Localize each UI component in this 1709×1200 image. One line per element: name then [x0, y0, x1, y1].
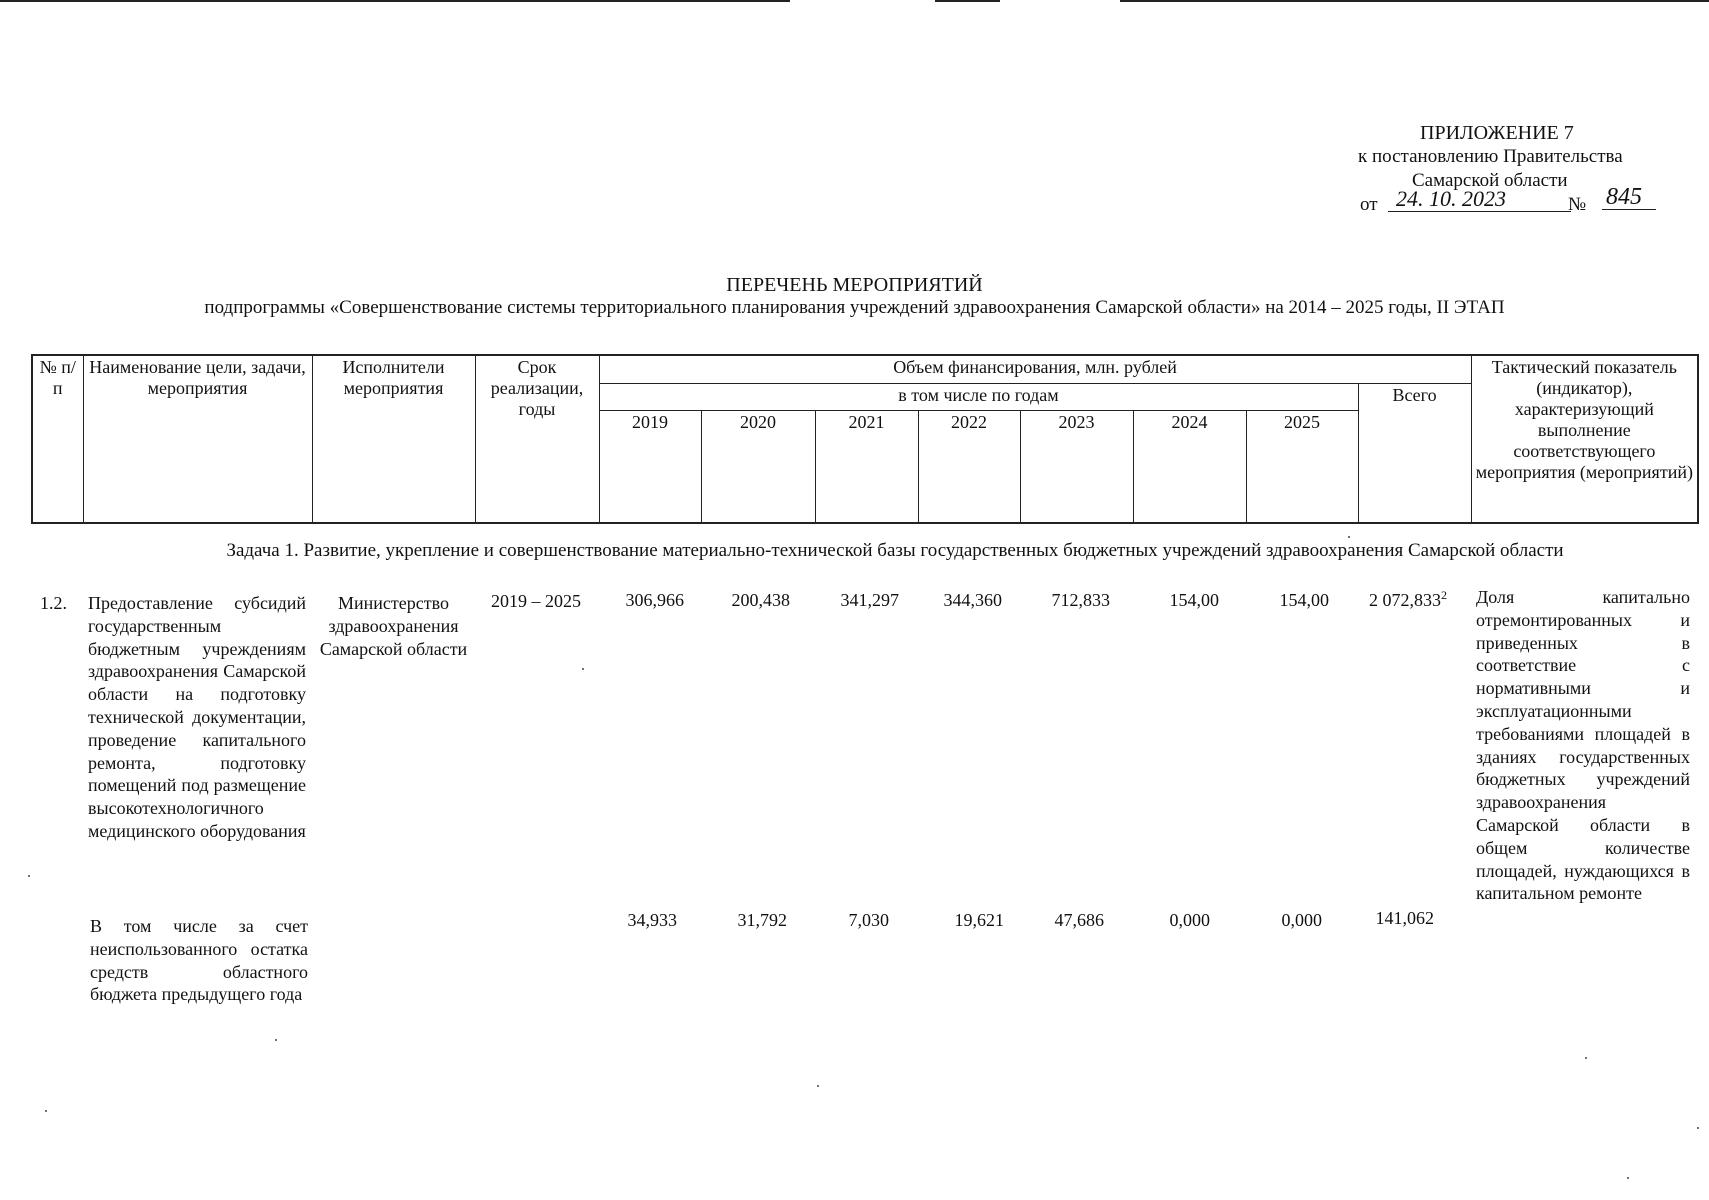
header-year: 2020	[701, 411, 815, 523]
appendix-block	[1340, 121, 1640, 221]
scan-speck	[582, 668, 584, 670]
header-total: Всего	[1358, 383, 1471, 523]
scan-edge-line	[1120, 0, 1709, 2]
subrow-value-2022: 19,621	[954, 910, 1004, 930]
row-value-2021: 341,297	[840, 590, 899, 610]
header-name: Наименование цели, задачи, мероприятия	[83, 355, 312, 523]
document-title: ПЕРЕЧЕНЬ МЕРОПРИЯТИЙ	[726, 274, 983, 296]
appendix-date-line	[1340, 184, 1642, 221]
measures-table-header	[31, 354, 1699, 524]
row-total	[1327, 588, 1447, 611]
scan-speck	[817, 1085, 819, 1087]
header-year: 2023	[1020, 411, 1133, 523]
subrow-value-2024: 0,000	[1169, 910, 1210, 930]
appendix-decree-line: к постановлению Правительства	[1358, 146, 1623, 167]
header-num: № п/п	[32, 355, 83, 523]
scan-speck	[45, 1110, 47, 1112]
task-heading: Задача 1. Развитие, укрепление и совершенствование материально-технической базы государственных бюджетных учреждений здравоохранения Самарской области	[226, 540, 1564, 561]
header-executors: Исполнители мероприятия	[312, 355, 475, 523]
subrow-total: 141,062	[1375, 908, 1434, 928]
subrow-value-2025: 0,000	[1281, 910, 1322, 930]
row-number: 1.2.	[40, 593, 67, 613]
row-executor: Министерство здравоохранения Самарской области	[319, 593, 468, 659]
appendix-region-line: Самарской области	[1412, 170, 1568, 191]
subrow-measure-name: В том числе за счет неиспользованного остатка средств областного бюджета предыдущего года	[90, 916, 308, 1005]
document-subtitle: подпрограммы «Совершенствование системы территориального планирования учреждений здравоохранения Самарской области» на 2014 – 2025 годы, II ЭТАП	[204, 297, 1505, 318]
scan-edge-line	[0, 0, 790, 2]
header-indicator: Тактический показатель (индикатор), характеризующий выполнение соответствующего мероприятия (мероприятий)	[1471, 355, 1698, 523]
row-value-2025: 154,00	[1279, 590, 1329, 610]
handwritten-date: 24. 10. 2023	[1388, 187, 1571, 212]
header-year: 2021	[815, 411, 918, 523]
scan-speck	[28, 875, 30, 877]
subrow-value-2019: 34,933	[627, 910, 677, 930]
header-year: 2019	[599, 411, 701, 523]
handwritten-number: 845	[1602, 185, 1656, 210]
row-term: 2019 – 2025	[491, 591, 581, 611]
row-value-2023: 712,833	[1051, 590, 1110, 610]
appendix-title: ПРИЛОЖЕНИЕ 7	[1420, 122, 1574, 144]
scan-speck	[1697, 1127, 1699, 1129]
scan-speck	[1585, 1057, 1587, 1059]
number-label: №	[1568, 194, 1587, 215]
header-financing: Объем финансирования, млн. рублей	[599, 355, 1471, 383]
scan-speck	[1627, 1177, 1629, 1179]
row-total-footnote: 2	[1441, 588, 1447, 602]
subrow-value-2021: 7,030	[848, 910, 889, 930]
row-value-2024: 154,00	[1169, 590, 1219, 610]
scan-speck	[275, 1039, 277, 1041]
scan-edge-line	[935, 0, 1000, 2]
row-indicator: Доля капитально отремонтированных и приведенных в соответствие с нормативными и эксплуатационными требованиями площадей в зданиях государственных бюджетных учреждений здравоохранения Самарской области в общем количестве площадей, нуждающихся в капитальном ремонте	[1476, 587, 1690, 904]
row-value-2022: 344,360	[943, 590, 1002, 610]
row-value-2019: 306,966	[625, 590, 684, 610]
row-value-2020: 200,438	[731, 590, 790, 610]
row-measure-name: Предоставление субсидий государственным бюджетным учреждениям здравоохранения Самарской области на подготовку технической документации, проведение капитального ремонта, подготовку помещений под размещение высокотехнологичного медицинского оборудования	[88, 593, 306, 841]
header-by-years: в том числе по годам	[599, 383, 1358, 411]
header-year: 2022	[918, 411, 1020, 523]
header-year: 2024	[1133, 411, 1246, 523]
header-year: 2025	[1246, 411, 1358, 523]
scan-speck	[1348, 536, 1350, 538]
header-term: Срок реализации, годы	[475, 355, 599, 523]
subrow-value-2020: 31,792	[737, 910, 787, 930]
date-prefix: от	[1360, 194, 1378, 215]
subrow-value-2023: 47,686	[1054, 910, 1104, 930]
row-total-value: 2 072,833	[1369, 590, 1441, 610]
